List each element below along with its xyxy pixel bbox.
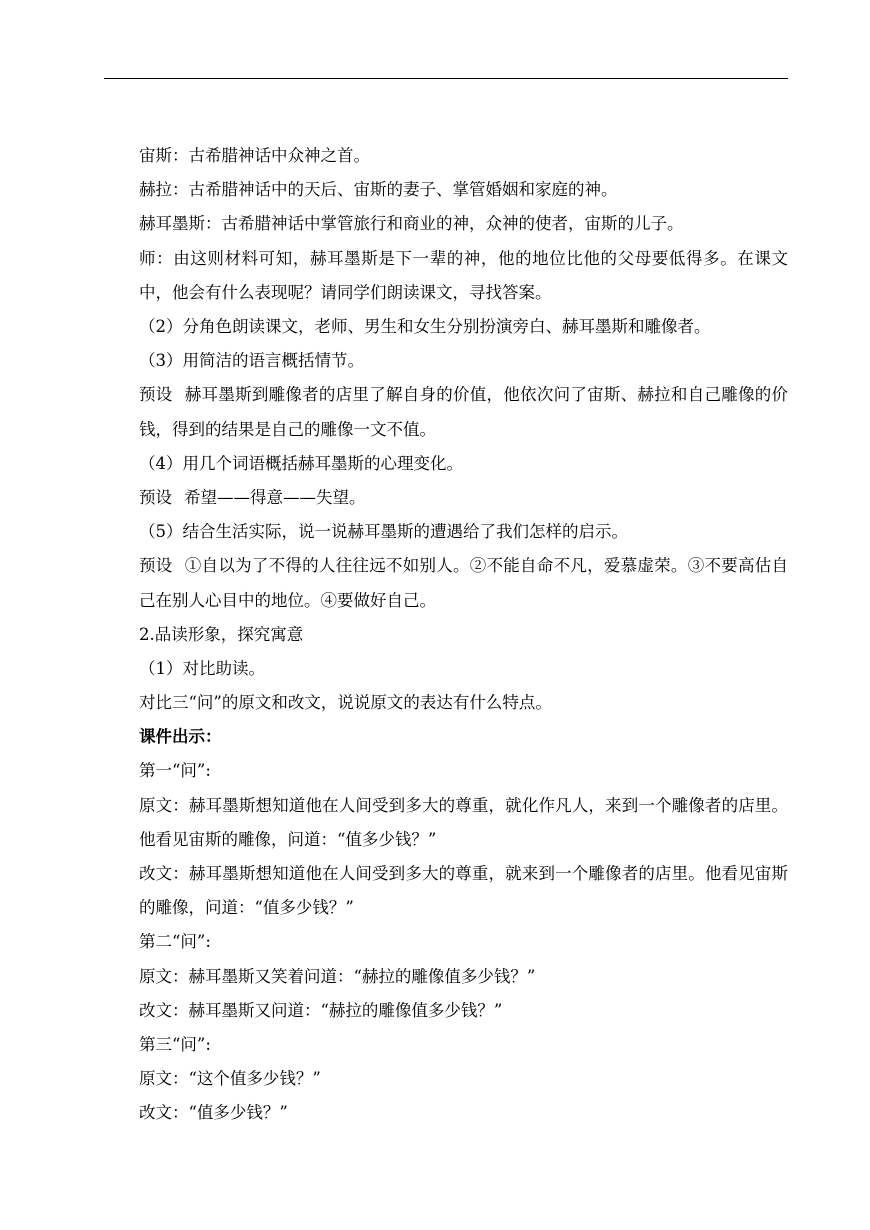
preset-label: 预设 bbox=[139, 487, 172, 507]
question-2-original: 原文：赫耳墨斯又笑着问道：“赫拉的雕像值多少钱？” bbox=[139, 966, 536, 986]
question-1-revised: 改文：赫耳墨斯想知道他在人间受到多大的尊重，就来到一个雕像者的店里。他看见宙斯的雕像，问道：“值多少钱？” bbox=[139, 864, 788, 918]
question-2-revised: 改文：赫耳墨斯又问道：“赫拉的雕像值多少钱？” bbox=[139, 1000, 503, 1020]
question-3-original: 原文：“这个值多少钱？” bbox=[139, 1069, 321, 1089]
question-1-original: 原文：赫耳墨斯想知道他在人间受到多大的尊重，就化作凡人，来到一个雕像者的店里。他看见宙斯的雕像，问道：“值多少钱？” bbox=[139, 795, 788, 849]
glossary-hera: 赫拉：古希腊神话中的天后、宙斯的妻子、掌管婚姻和家庭的神。 bbox=[139, 180, 618, 200]
document-body bbox=[104, 139, 788, 1131]
step-4-answer bbox=[104, 481, 788, 515]
step-3-prompt: （3）用简洁的语言概括情节。 bbox=[139, 351, 364, 371]
header-rule bbox=[104, 78, 788, 79]
step-5-prompt: （5）结合生活实际，说一说赫耳墨斯的遭遇给了我们怎样的启示。 bbox=[139, 522, 628, 542]
preset-text: ①自以为了不得的人往往远不如别人。②不能自命不凡，爱慕虚荣。③不要高估自己在别人心目中的地位。④要做好自己。 bbox=[139, 556, 789, 610]
section-2-heading: 2.品读形象，探究寓意 bbox=[139, 624, 304, 644]
glossary-hermes: 赫耳墨斯：古希腊神话中掌管旅行和商业的神，众神的使者，宙斯的儿子。 bbox=[139, 214, 684, 234]
preset-label: 预设 bbox=[139, 556, 173, 576]
teacher-remark: 师：由这则材料可知，赫耳墨斯是下一辈的神，他的地位比他的父母要低得多。在课文中，他会有什么表现呢？请同学们朗读课文，寻找答案。 bbox=[139, 248, 788, 302]
question-1-title: 第一“问”: bbox=[139, 761, 211, 781]
step-4-prompt: （4）用几个词语概括赫耳墨斯的心理变化。 bbox=[139, 453, 463, 473]
courseware-label: 课件出示： bbox=[139, 727, 222, 747]
glossary-zeus: 宙斯：古希腊神话中众神之首。 bbox=[139, 146, 370, 165]
question-3-revised: 改文：“值多少钱？” bbox=[139, 1103, 288, 1123]
preset-text: 希望——得意——失望。 bbox=[184, 487, 366, 507]
preset-text: 赫耳墨斯到雕像者的店里了解自身的价值，他依次问了宙斯、赫拉和自己雕像的价钱，得到的结果是自己的雕像一文不值。 bbox=[139, 385, 789, 439]
question-2-title: 第二“问”: bbox=[139, 932, 211, 952]
step-5-answer bbox=[104, 549, 788, 617]
step-3-answer bbox=[104, 378, 788, 446]
section-2-instruction: 对比三“问”的原文和改文，说说原文的表达有什么特点。 bbox=[139, 693, 552, 713]
step-2-roleplay: （2）分角色朗读课文，老师、男生和女生分别扮演旁白、赫耳墨斯和雕像者。 bbox=[139, 316, 711, 336]
preset-label: 预设 bbox=[139, 385, 173, 405]
section-2-sub-1: （1）对比助读。 bbox=[139, 658, 265, 678]
question-3-title: 第三“问”: bbox=[139, 1035, 211, 1055]
